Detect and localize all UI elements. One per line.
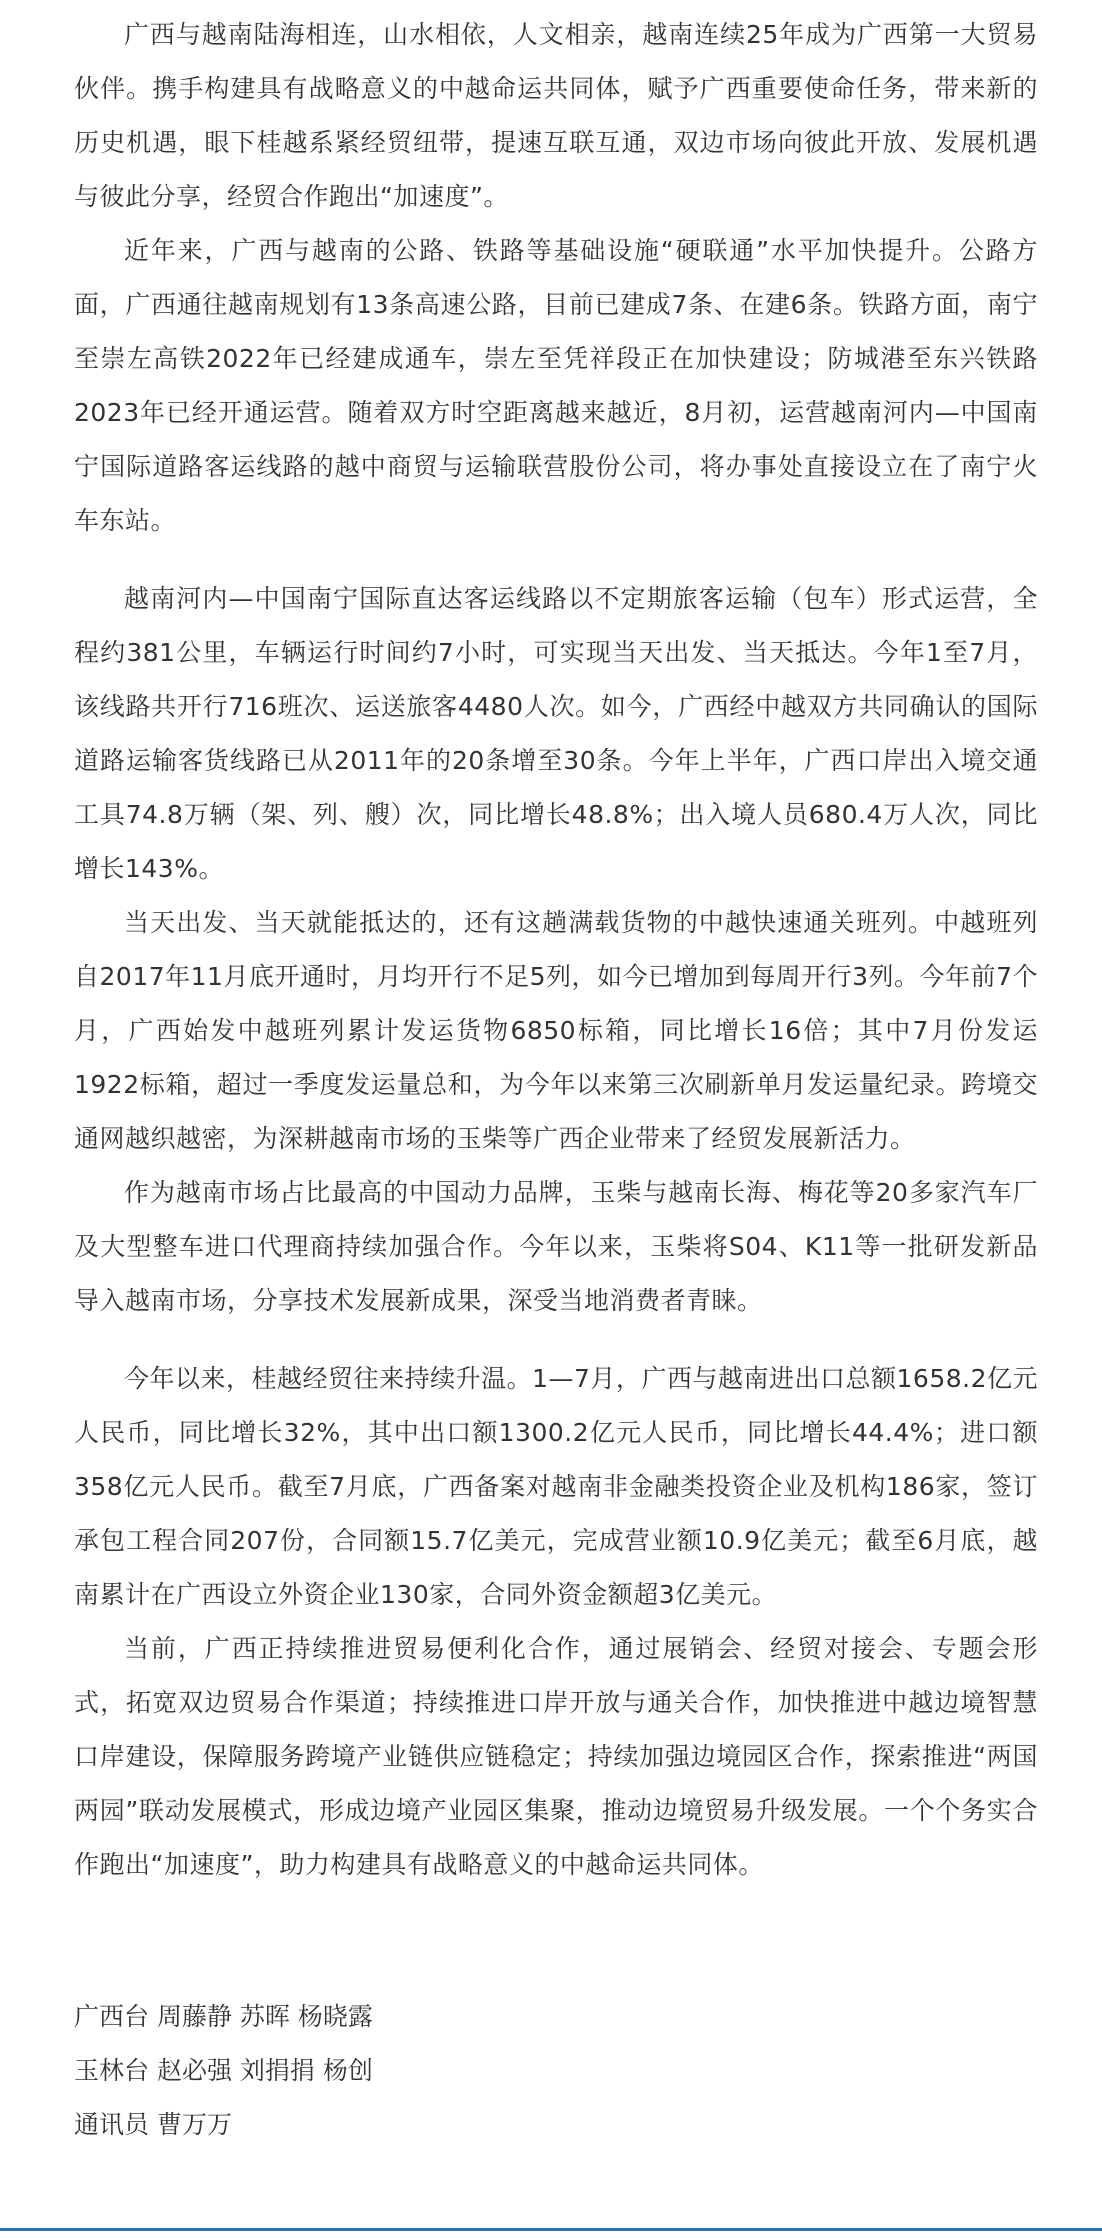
paragraph-1: 广西与越南陆海相连，山水相依，人文相亲，越南连续25年成为广西第一大贸易伙伴。携手构建具有战略意义的中越命运共同体，赋予广西重要使命任务，带来新的历史机遇，眼下桂越系紧经贸纽带，提速互联互通，双边市场向彼此开放、发展机遇与彼此分享，经贸合作跑出“加速度”。 [74, 20, 1038, 211]
byline-line-2: 玉林台 赵必强 刘捐捐 杨创 [74, 2056, 373, 2085]
bottom-divider [0, 2228, 1102, 2231]
paragraph-4: 当天出发、当天就能抵达的，还有这趟满载货物的中越快速通关班列。中越班列自2017年11月底开通时，月均开行不足5列，如今已增加到每周开行3列。今年前7个月，广西始发中越班列累计发运货物6850标箱，同比增长16倍；其中7月份发运1922标箱，超过一季度发运量总和，为今年以来第三次刷新单月发运量纪录。跨境交通网越织越密，为深耕越南市场的玉柴等广西企业带来了经贸发展新活力。 [74, 908, 1038, 1153]
byline-line-3: 通讯员 曹万万 [74, 2110, 232, 2139]
paragraph-2: 近年来，广西与越南的公路、铁路等基础设施“硬联通”水平加快提升。公路方面，广西通往越南规划有13条高速公路，目前已建成7条、在建6条。铁路方面，南宁至崇左高铁2022年已经建成通车，崇左至凭祥段正在加快建设；防城港至东兴铁路2023年已经开通运营。随着双方时空距离越来越近，8月初，运营越南河内—中国南宁国际道路客运线路的越中商贸与运输联营股份公司，将办事处直接设立在了南宁火车东站。 [74, 236, 1038, 535]
paragraph-6: 今年以来，桂越经贸往来持续升温。1—7月，广西与越南进出口总额1658.2亿元人民币，同比增长32%，其中出口额1300.2亿元人民币，同比增长44.4%；进口额358亿元人民币。截至7月底，广西备案对越南非金融类投资企业及机构186家，签订承包工程合同207份，合同额15.7亿美元，完成营业额10.9亿美元；截至6月底，越南累计在广西设立外资企业130家，合同外资金额超3亿美元。 [74, 1364, 1038, 1609]
byline-line-1: 广西台 周藤静 苏晖 杨晓露 [74, 2002, 373, 2031]
byline [74, 1990, 1038, 2152]
article-body [74, 8, 1038, 1892]
paragraph-3: 越南河内—中国南宁国际直达客运线路以不定期旅客运输（包车）形式运营，全程约381公里，车辆运行时间约7小时，可实现当天出发、当天抵达。今年1至7月，该线路共开行716班次、运送旅客4480人次。如今，广西经中越双方共同确认的国际道路运输客货线路已从2011年的20条增至30条。今年上半年，广西口岸出入境交通工具74.8万辆（架、列、艘）次，同比增长48.8%；出入境人员680.4万人次，同比增长143%。 [74, 584, 1038, 883]
paragraph-7: 当前，广西正持续推进贸易便利化合作，通过展销会、经贸对接会、专题会形式，拓宽双边贸易合作渠道；持续推进口岸开放与通关合作，加快推进中越边境智慧口岸建设，保障服务跨境产业链供应链稳定；持续加强边境园区合作，探索推进“两国两园”联动发展模式，形成边境产业园区集聚，推动边境贸易升级发展。一个个务实合作跑出“加速度”，助力构建具有战略意义的中越命运共同体。 [74, 1634, 1038, 1879]
paragraph-5: 作为越南市场占比最高的中国动力品牌，玉柴与越南长海、梅花等20多家汽车厂及大型整车进口代理商持续加强合作。今年以来，玉柴将S04、K11等一批研发新品导入越南市场，分享技术发展新成果，深受当地消费者青睐。 [74, 1178, 1038, 1315]
